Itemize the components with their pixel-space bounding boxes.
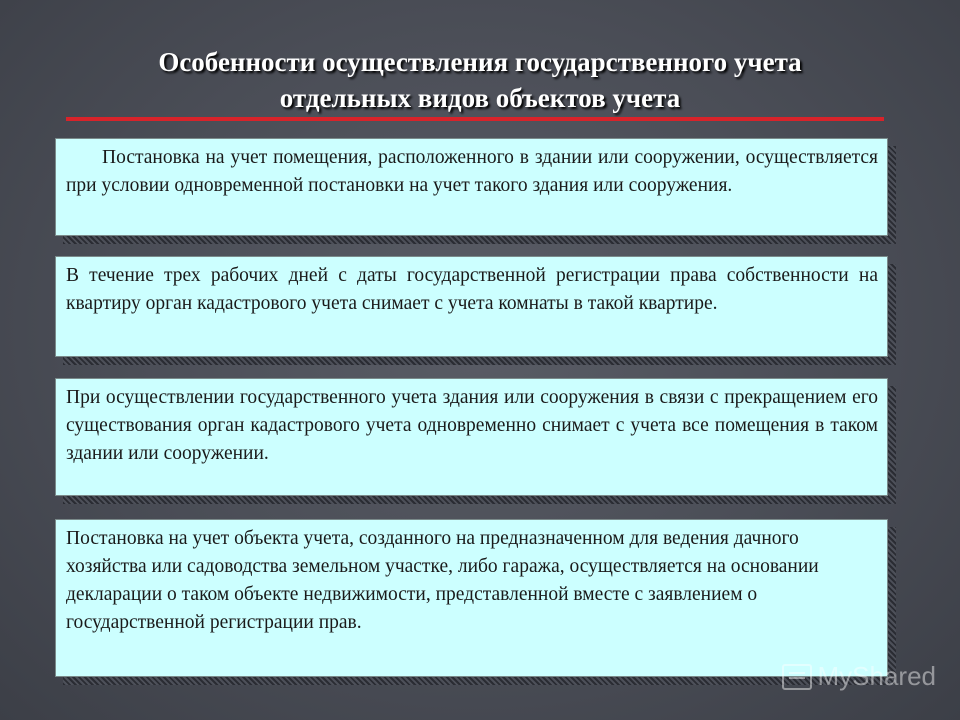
info-card-1 <box>55 138 888 236</box>
info-card-2 <box>55 256 888 357</box>
slide-title-line-2: отдельных видов объектов учета <box>279 83 681 113</box>
title-underline <box>66 117 884 121</box>
slide-title <box>60 44 900 116</box>
info-card-3-text: При осуществлении государственного учета здания или сооружения в связи с прекращением его существования орган кадастрового учета одновременно снимает с учета все помещения в таком здании или сооружении. <box>66 387 878 464</box>
info-card-3 <box>55 378 888 496</box>
info-card-1-text: Постановка на учет помещения, расположенного в здании или сооружении, осуществляется при условии одновременной постановки на учет такого здания или сооружения. <box>66 147 878 196</box>
watermark-text: MyShared <box>817 661 936 691</box>
slide-title-line-1: Особенности осуществления государственного учета <box>158 47 802 77</box>
myshared-logo-icon <box>782 664 812 690</box>
info-card-4-text: Постановка на учет объекта учета, созданного на предназначенном для ведения дачного хозяйства или садоводства земельном участке, либо гаража, осуществляется на основании декларации о таком объекте недвижимости, представленной вместе с заявлением о государственной регистрации прав. <box>66 528 819 633</box>
info-card-4 <box>55 519 888 677</box>
info-card-2-text: В течение трех рабочих дней с даты государственной регистрации права собственности на квартиру орган кадастрового учета снимает с учета комнаты в такой квартире. <box>66 265 878 314</box>
watermark <box>782 661 937 692</box>
